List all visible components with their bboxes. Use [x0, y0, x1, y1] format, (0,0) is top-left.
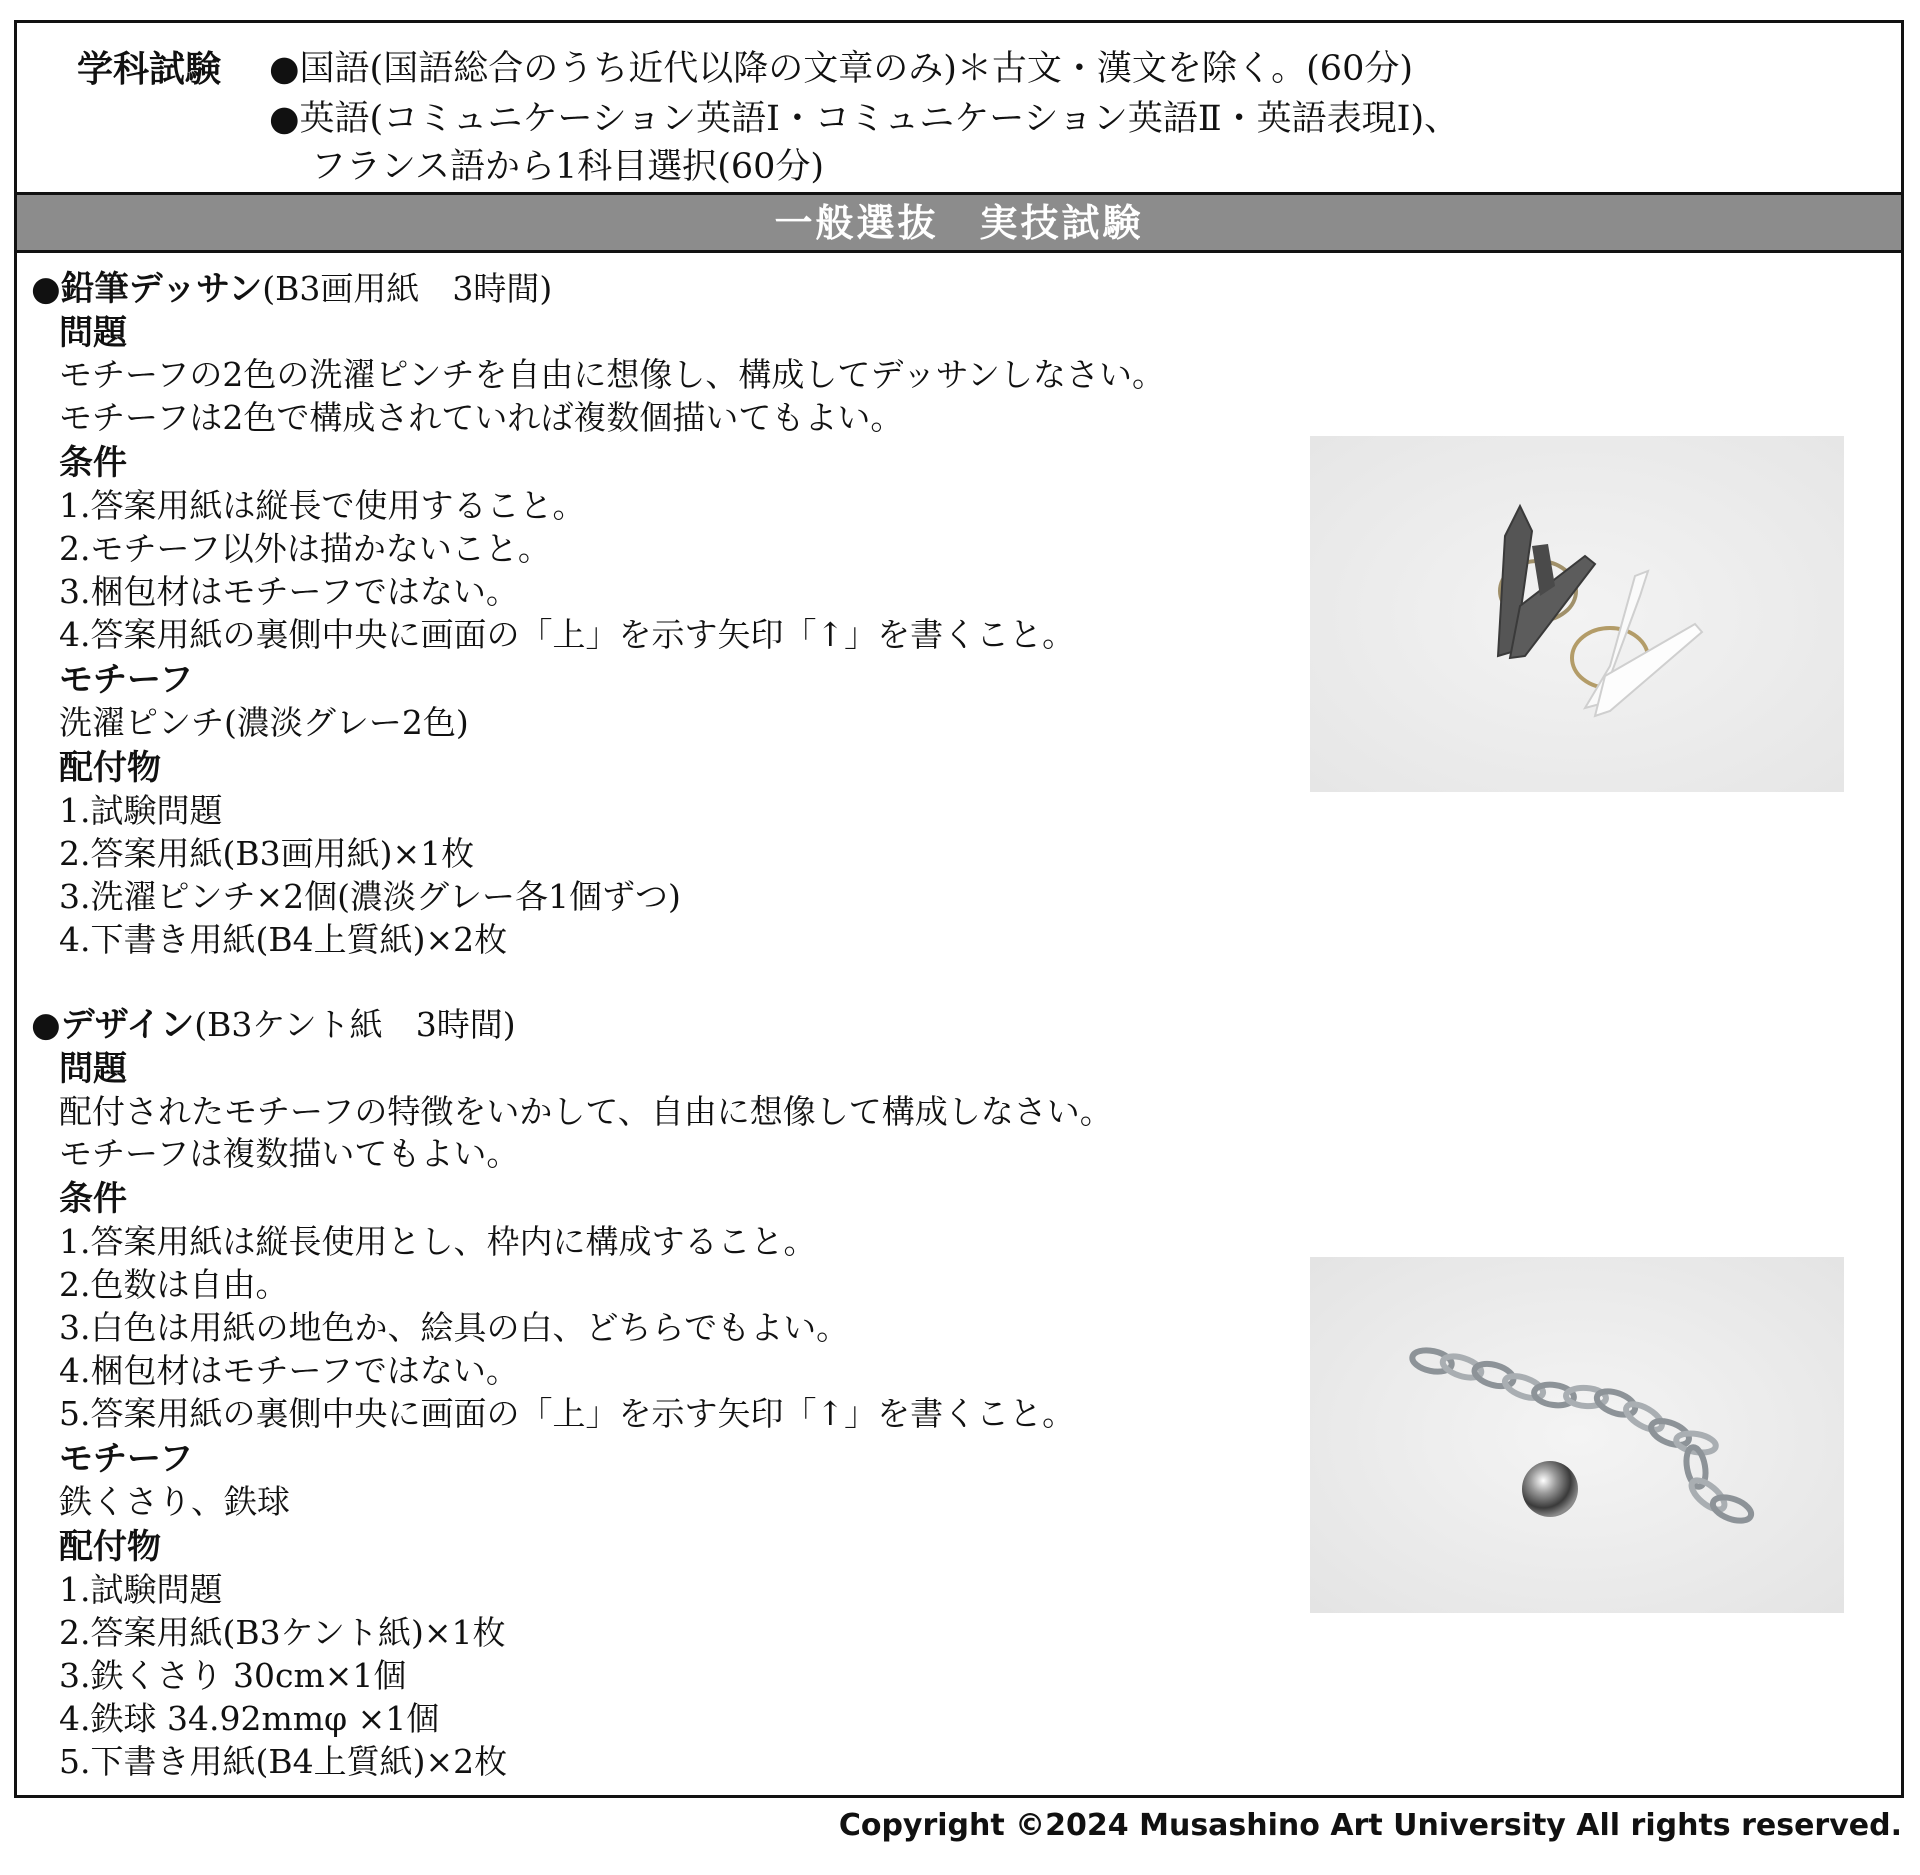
academic-exam-label: 学科試験 [77, 49, 222, 90]
design-problem-heading: 問題 [59, 1049, 127, 1089]
design-title [31, 1005, 516, 1045]
english-subject: ●英語(コミュニケーション英語Ⅰ・コミュニケーション英語Ⅱ・英語表現Ⅰ)、 [269, 99, 1460, 139]
design-motif: 鉄くさり、鉄球 [59, 1482, 290, 1521]
japanese-subject: ●国語(国語総合のうち近代以降の文章のみ)＊古文・漢文を除く。(60分) [269, 49, 1413, 89]
design-title-bold: ●デザイン [31, 1005, 195, 1045]
iron-ball [1522, 1461, 1578, 1517]
pencil-motif-heading: モチーフ [59, 660, 194, 700]
pencil-title [31, 269, 552, 309]
design-condition: 3.白色は用紙の地色か、絵具の白、どちらでもよい。 [59, 1308, 850, 1347]
pencil-conditions-heading: 条件 [59, 443, 127, 483]
pencil-item: 4.下書き用紙(B4上質紙)×2枚 [59, 920, 508, 959]
design-item: 4.鉄球 34.92mmφ ×1個 [59, 1699, 440, 1738]
chain-ball-illustration [1310, 1257, 1844, 1613]
pencil-item: 2.答案用紙(B3画用紙)×1枚 [59, 834, 475, 873]
pencil-condition: 1.答案用紙は縦長で使用すること。 [59, 486, 586, 525]
chain-ball-photo [1310, 1257, 1844, 1613]
design-condition: 1.答案用紙は縦長使用とし、枠内に構成すること。 [59, 1222, 817, 1261]
design-condition: 2.色数は自由。 [59, 1265, 289, 1304]
design-conditions-heading: 条件 [59, 1179, 127, 1219]
pencil-problem-line: モチーフは2色で構成されていれば複数個描いてもよい。 [59, 398, 904, 437]
design-item: 3.鉄くさり 30cm×1個 [59, 1656, 407, 1695]
exam-frame [14, 20, 1904, 1798]
design-items-heading: 配付物 [59, 1527, 161, 1567]
design-motif-heading: モチーフ [59, 1439, 194, 1479]
pencil-problem-heading: 問題 [59, 313, 127, 353]
design-title-paper: (B3ケント紙 3時間) [194, 1005, 516, 1044]
pencil-item: 1.試験問題 [59, 791, 223, 830]
clothespin-illustration [1310, 436, 1844, 792]
pencil-items-heading: 配付物 [59, 748, 161, 788]
pencil-condition: 4.答案用紙の裏側中央に画面の「上」を示す矢印「↑」を書くこと。 [59, 615, 1076, 654]
design-problem-line: モチーフは複数描いてもよい。 [59, 1134, 520, 1173]
pencil-problem-line: モチーフの2色の洗濯ピンチを自由に想像し、構成してデッサンしなさい。 [59, 355, 1166, 394]
design-item: 2.答案用紙(B3ケント紙)×1枚 [59, 1613, 506, 1652]
design-condition: 5.答案用紙の裏側中央に画面の「上」を示す矢印「↑」を書くこと。 [59, 1394, 1076, 1433]
design-condition: 4.梱包材はモチーフではない。 [59, 1351, 519, 1390]
pencil-title-bold: ●鉛筆デッサン [31, 269, 263, 309]
practical-exam-header: 一般選抜 実技試験 [17, 195, 1901, 253]
clothespin-photo [1310, 436, 1844, 792]
copyright-notice: Copyright ©2024 Musashino Art University All rights reserved. [838, 1808, 1902, 1843]
design-item: 1.試験問題 [59, 1570, 223, 1609]
pencil-condition: 3.梱包材はモチーフではない。 [59, 572, 519, 611]
design-item: 5.下書き用紙(B4上質紙)×2枚 [59, 1742, 508, 1781]
design-problem-line: 配付されたモチーフの特徴をいかして、自由に想像して構成しなさい。 [59, 1092, 1113, 1131]
pencil-title-paper: (B3画用紙 3時間) [262, 269, 553, 308]
english-subject-cont: フランス語から1科目選択(60分) [311, 147, 825, 187]
pencil-motif: 洗濯ピンチ(濃淡グレー2色) [59, 703, 469, 742]
pencil-condition: 2.モチーフ以外は描かないこと。 [59, 529, 551, 568]
pencil-item: 3.洗濯ピンチ×2個(濃淡グレー各1個ずつ) [59, 877, 681, 916]
academic-exam-section [17, 23, 1901, 195]
